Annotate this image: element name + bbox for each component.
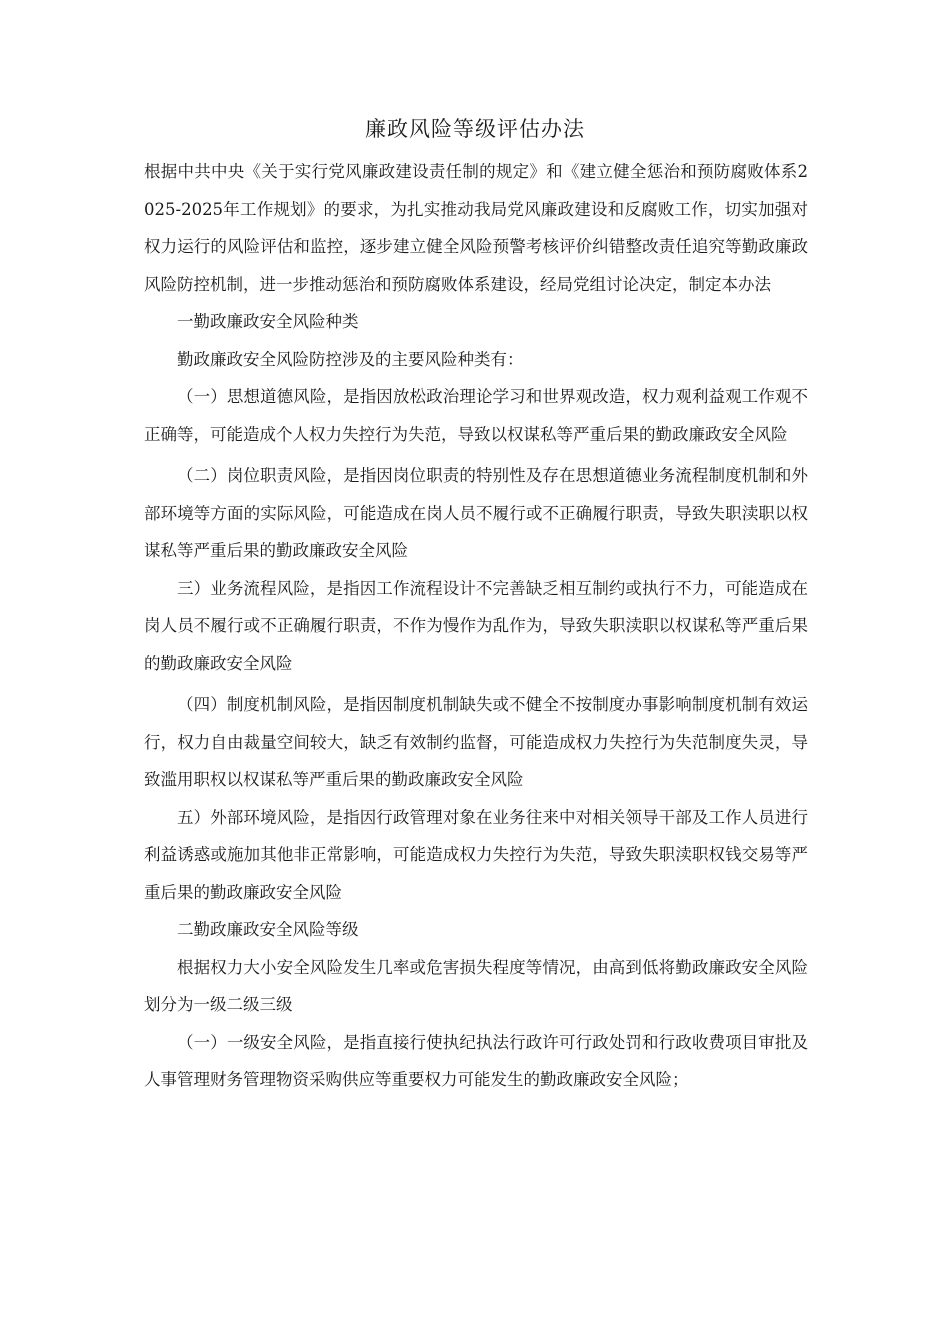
paragraph-risk-types-intro: 勤政廉政安全风险防控涉及的主要风险种类有：: [177, 349, 524, 369]
section-heading-risk-levels: 二勤政廉政安全风险等级: [177, 920, 359, 939]
document-title: 廉政风险等级评估办法: [365, 117, 585, 141]
document-body: [144, 153, 808, 1099]
section-heading-risk-types: 一勤政廉政安全风险种类: [177, 312, 359, 331]
paragraph-post-duty-risk: （二）岗位职责风险，是指因岗位职责的特别性及存在思想道德业务流程制度机制和外部环境等方面的实际风险，可能造成在岗人员不履行或不正确履行职责，导致失职渎职以权谋私等严重后果的勤政廉政安全风险: [144, 466, 808, 560]
paragraph-level-one-risk: （一）一级安全风险，是指直接行使执纪执法行政许可行政处罚和行政收费项目审批及人事管理财务管理物资采购供应等重要权力可能发生的勤政廉政安全风险；: [144, 1032, 808, 1089]
paragraph-external-risk: 五）外部环境风险，是指因行政管理对象在业务往来中对相关领导干部及工作人员进行利益诱惑或施加其他非正常影响，可能造成权力失控行为失范，导致失职渎职权钱交易等严重后果的勤政廉政安全风险: [144, 807, 808, 902]
paragraph-moral-risk: （一）思想道德风险，是指因放松政治理论学习和世界观改造，权力观利益观工作观不正确等，可能造成个人权力失控行为失范，导致以权谋私等严重后果的勤政廉政安全风险: [144, 387, 808, 444]
paragraph-process-risk: 三）业务流程风险，是指因工作流程设计不完善缺乏相互制约或执行不力，可能造成在岗人员不履行或不正确履行职责，不作为慢作为乱作为，导致失职渎职以权谋私等严重后果的勤政廉政安全风险: [144, 578, 808, 673]
paragraph-preamble: 根据中共中央《关于实行党风廉政建设责任制的规定》和《建立健全惩治和预防腐败体系2025-2025年工作规划》的要求，为扎实推动我局党风廉政建设和反腐败工作，切实加强对权力运行的风险评估和监控，逐步建立健全风险预警考核评价纠错整改责任追究等勤政廉政风险防控机制，进一步推动惩治和预防腐败体系建设，经局党组讨论决定，制定本办法: [144, 162, 808, 294]
paragraph-institution-risk: （四）制度机制风险，是指因制度机制缺失或不健全不按制度办事影响制度机制有效运行，权力自由裁量空间较大，缺乏有效制约监督，可能造成权力失控行为失范制度失灵，导致滥用职权以权谋私等严重后果的勤政廉政安全风险: [144, 695, 808, 789]
paragraph-risk-levels-intro: 根据权力大小安全风险发生几率或危害损失程度等情况，由高到低将勤政廉政安全风险划分为一级二级三级: [144, 957, 808, 1014]
